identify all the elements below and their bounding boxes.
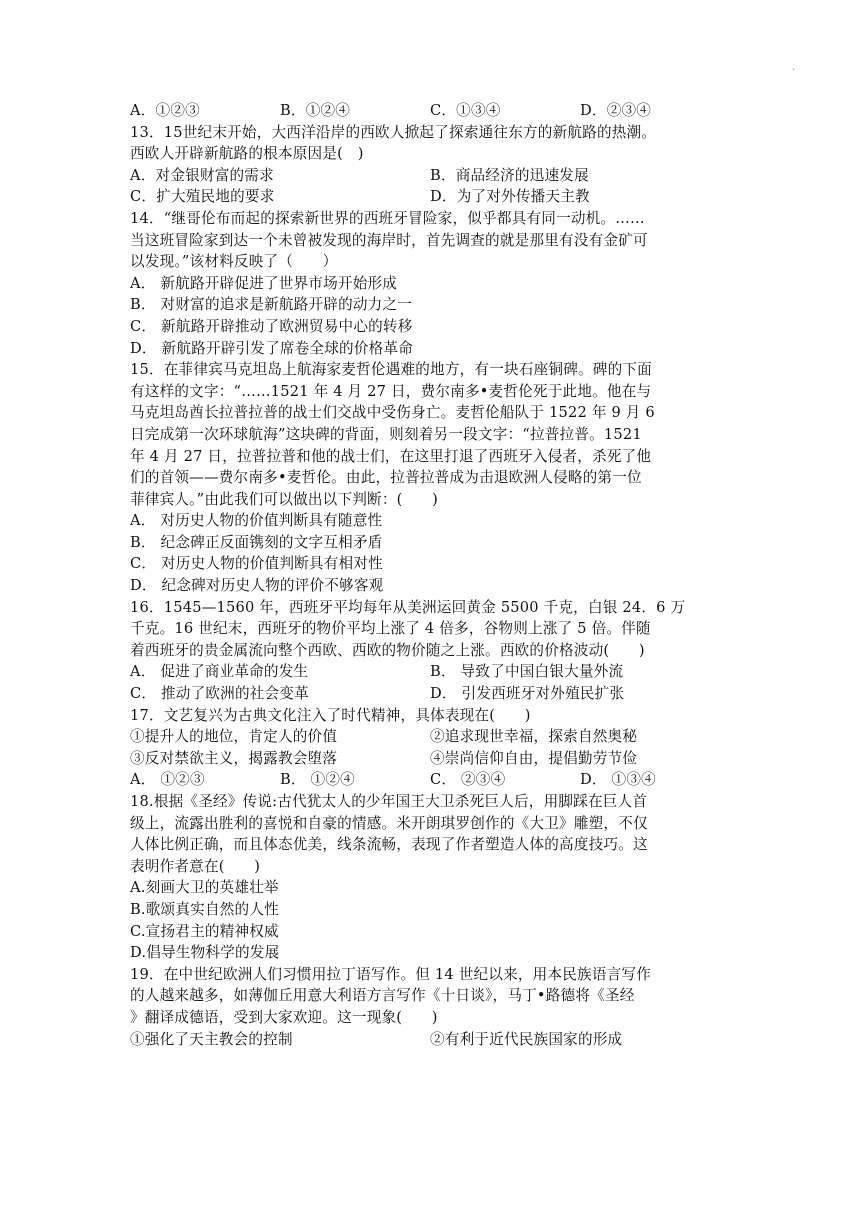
q18-option-d[interactable]: D.倡导生物科学的发展 — [130, 944, 280, 962]
question-16 — [130, 597, 730, 705]
q14-stem-line: 以发现。”该材料反映了（ ） — [130, 253, 338, 271]
q12-option-b[interactable]: B．①②④ — [280, 102, 351, 119]
question-page — [130, 100, 730, 1050]
q18-stem-line: 18.根据《圣经》传说:古代犹太人的少年国王大卫杀死巨人后，用脚踩在巨人首 — [130, 793, 648, 810]
q18-option-a[interactable]: A.刻画大卫的英雄壮举 — [130, 879, 279, 897]
q16-options-row — [130, 661, 730, 683]
q19-stem-line: 19．在中世纪欧洲人们习惯用拉丁语写作。但 14 世纪以来，用本民族语言写作 — [130, 965, 652, 983]
q16-option-a[interactable]: A． 促进了商业革命的发生 — [130, 663, 309, 681]
q17-option-a[interactable]: A． ①②③ — [130, 771, 205, 789]
question-19 — [130, 964, 730, 1050]
q15-option-b[interactable]: B． 纪念碑正反面镌刻的文字互相矛盾 — [130, 533, 383, 551]
q19-item-1: ①强化了天主教会的控制 — [130, 1030, 293, 1048]
q17-options-row — [130, 769, 730, 791]
q19-items-row — [130, 1029, 730, 1051]
q15-option-a[interactable]: A． 对历史人物的价值判断具有随意性 — [130, 512, 383, 530]
q17-item-3: ③反对禁欲主义，揭露教会堕落 — [130, 749, 338, 767]
q15-stem-line: 日完成第一次环球航海”这块碑的背面，则刻着另一段文字：“拉普拉普。1521 — [130, 425, 642, 443]
q12-option-a[interactable]: A．①②③ — [130, 102, 200, 119]
q14-option-c[interactable]: C． 新航路开辟推动了欧洲贸易中心的转移 — [130, 317, 413, 335]
q14-option-d[interactable]: D． 新航路开辟引发了席卷全球的价格革命 — [130, 339, 414, 357]
q18-stem-line: 表明作者意在( ) — [130, 857, 261, 875]
question-15 — [130, 359, 730, 597]
q13-option-b[interactable]: B．商品经济的迅速发展 — [430, 166, 589, 184]
q13-options-row — [130, 186, 730, 208]
q16-option-d[interactable]: D． 引发西班牙对外殖民扩张 — [430, 685, 625, 703]
q17-option-c[interactable]: C． ②③④ — [430, 771, 506, 789]
q15-option-d[interactable]: D． 纪念碑对历史人物的评价不够客观 — [130, 577, 384, 595]
q17-item-4: ④崇尚信仰自由，提倡勤劳节俭 — [430, 749, 638, 767]
q16-option-b[interactable]: B． 导致了中国白银大量外流 — [430, 663, 624, 681]
q16-options-row — [130, 683, 730, 705]
q13-option-d[interactable]: D．为了对外传播天主教 — [430, 188, 590, 206]
q13-stem-line: 13．15世纪末开始，大西洋沿岸的西欧人掀起了探索通往东方的新航路的热潮。 — [130, 123, 657, 141]
q18-stem-line: 级上，流露出胜利的喜悦和自豪的情感。米开朗琪罗创作的《大卫》雕塑，不仅 — [130, 814, 648, 832]
q15-stem-line: 有这样的文字：“……1521 年 4 月 27 日，费尔南多•麦哲伦死于此地。他在与 — [130, 382, 652, 400]
q13-stem-line: 西欧人开辟新航路的根本原因是( ) — [130, 145, 364, 163]
q15-stem-line: 年 4 月 27 日，拉普拉普和他的战士们，在这里打退了西班牙入侵者，杀死了他 — [130, 447, 652, 465]
question-14 — [130, 208, 730, 359]
q12-options — [130, 100, 730, 122]
q17-item-1: ①提升人的地位，肯定人的价值 — [130, 728, 338, 746]
q16-option-c[interactable]: C． 推动了欧洲的社会变革 — [130, 685, 309, 703]
q14-option-a[interactable]: A． 新航路开辟促进了世界市场开始形成 — [130, 274, 398, 292]
q15-stem-line: 马克坦岛酋长拉普拉普的战士们交战中受伤身亡。麦哲伦船队于 1522 年 9 月 6 — [130, 404, 655, 422]
q15-stem-line: 们的首领——费尔南多•麦哲伦。由此，拉普拉普成为击退欧洲人侵略的第一位 — [130, 469, 642, 487]
q13-option-a[interactable]: A．对金银财富的需求 — [130, 166, 274, 184]
question-17 — [130, 705, 730, 791]
q14-option-b[interactable]: B． 对财富的追求是新航路开辟的动力之一 — [130, 296, 413, 314]
q16-stem-line: 着西班牙的贵金属流向整个西欧、西欧的物价随之上涨。西欧的价格波动( ) — [130, 641, 645, 659]
q15-stem-line: 15．在菲律宾马克坦岛上航海家麦哲伦遇难的地方，有一块石座铜碑。碑的下面 — [130, 361, 652, 379]
q17-items-row — [130, 726, 730, 748]
q16-stem-line: 16．1545—1560 年，西班牙平均每年从美洲运回黄金 5500 千克，白银 24．6 万 — [130, 598, 686, 616]
q16-stem-line: 千克。16 世纪末，西班牙的物价平均上涨了 4 倍多，谷物则上涨了 5 倍。伴随 — [130, 620, 651, 638]
q17-items-row — [130, 748, 730, 770]
q12-option-c[interactable]: C．①③④ — [430, 102, 501, 119]
q19-item-2: ②有利于近代民族国家的形成 — [430, 1030, 623, 1048]
page-mark: . — [792, 62, 796, 73]
q17-option-b[interactable]: B． ①②④ — [280, 771, 355, 789]
q14-stem-line: 14．“继哥伦布而起的探索新世界的西班牙冒险家，似乎都具有同一动机。…… — [130, 209, 645, 227]
q18-option-b[interactable]: B.歌颂真实自然的人性 — [130, 900, 279, 918]
q15-option-c[interactable]: C． 对历史人物的价值判断具有相对性 — [130, 555, 383, 573]
q19-stem-line: 的人越来越多，如薄伽丘用意大利语方言写作《十日谈》，马丁•路德将《圣经 — [130, 987, 635, 1005]
q17-item-2: ②追求现世幸福，探索自然奥秘 — [430, 728, 638, 746]
q17-option-d[interactable]: D． ①③④ — [580, 771, 656, 789]
q18-option-c[interactable]: C.宣扬君主的精神权威 — [130, 922, 279, 940]
question-18 — [130, 791, 730, 964]
q17-stem-line: 17．文艺复兴为古典文化注入了时代精神，具体表现在( ) — [130, 706, 531, 724]
q12-option-d[interactable]: D．②③④ — [580, 102, 652, 119]
q18-stem-line: 人体比例正确，而且体态优美，线条流畅，表现了作者塑造人体的高度技巧。这 — [130, 836, 648, 854]
q19-stem-line: 》翻译成德语，受到大家欢迎。这一现象( ) — [130, 1008, 438, 1026]
q15-stem-line: 菲律宾人。”由此我们可以做出以下判断：( ) — [130, 490, 439, 508]
question-13 — [130, 122, 730, 208]
q13-option-c[interactable]: C．扩大殖民地的要求 — [130, 188, 275, 206]
q14-stem-line: 当这班冒险家到达一个未曾被发现的海岸时，首先调查的就是那里有没有金矿可 — [130, 231, 648, 249]
q13-options-row — [130, 165, 730, 187]
